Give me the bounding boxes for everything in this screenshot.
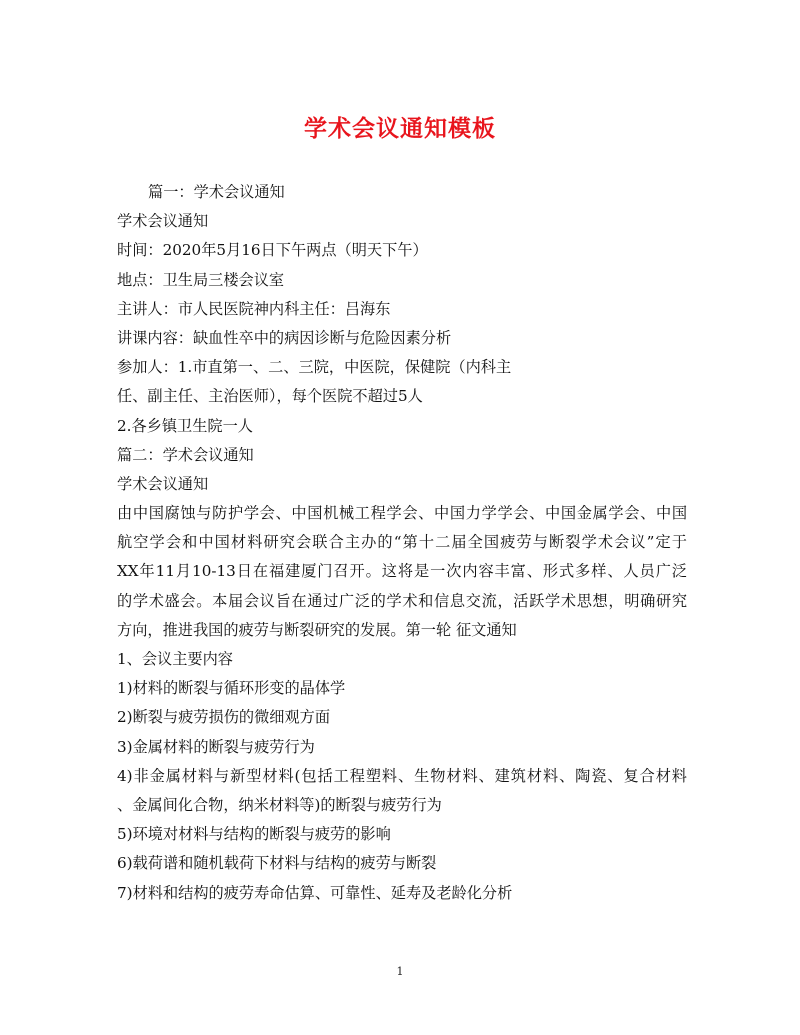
document-body bbox=[117, 178, 687, 908]
list-item: 6)载荷谱和随机载荷下材料与结构的疲劳与断裂 bbox=[117, 854, 437, 873]
list-item: 1)材料的断裂与循环形变的晶体学 bbox=[117, 679, 346, 698]
list-heading: 1、会议主要内容 bbox=[117, 650, 233, 668]
lecture-topic-line: 讲课内容：缺血性卒中的病因诊断与危险因素分析 bbox=[117, 328, 452, 347]
list-item: 7)材料和结构的疲劳寿命估算、可靠性、延寿及老龄化分析 bbox=[117, 883, 513, 902]
attendees-line-continued: 任、副主任、主治医师），每个医院不超过5人 bbox=[117, 387, 423, 406]
list-item: 5)环境对材料与结构的断裂与疲劳的影响 bbox=[117, 825, 391, 844]
section-heading-1: 篇一：学术会议通知 bbox=[148, 183, 285, 201]
body-line: 学术会议通知 bbox=[117, 474, 209, 493]
paragraph-line: 的学术盛会。本届会议旨在通过广泛的学术和信息交流，活跃学术思想，明确研究 bbox=[117, 591, 687, 610]
list-item: 4)非金属材料与新型材料(包括工程塑料、生物材料、建筑材料、陶瓷、复合材料 bbox=[117, 766, 687, 785]
speaker-line: 主讲人：市人民医院神内科主任：吕海东 bbox=[117, 299, 391, 318]
attendees-item-2: 2.各乡镇卫生院一人 bbox=[117, 416, 253, 435]
list-item: 3)金属材料的断裂与疲劳行为 bbox=[117, 737, 315, 756]
meeting-time-line: 时间：2020年5月16日下午两点（明天下午） bbox=[117, 241, 428, 260]
meeting-location-line: 地点：卫生局三楼会议室 bbox=[117, 270, 285, 289]
paragraph-line: 方向，推进我国的疲劳与断裂研究的发展。第一轮 征文通知 bbox=[117, 620, 517, 639]
document-title: 学术会议通知模板 bbox=[304, 116, 496, 142]
list-item: 2)断裂与疲劳损伤的微细观方面 bbox=[117, 708, 331, 727]
attendees-line: 参加人：1.市直第一、二、三院，中医院，保健院（内科主 bbox=[117, 358, 512, 377]
list-item-continued: 、金属间化合物，纳米材料等)的断裂与疲劳行为 bbox=[117, 795, 442, 814]
paragraph-line: XX年11月10-13日在福建厦门召开。这将是一次内容丰富、形式多样、人员广泛 bbox=[117, 562, 687, 581]
paragraph-line: 由中国腐蚀与防护学会、中国机械工程学会、中国力学学会、中国金属学会、中国 bbox=[117, 504, 687, 523]
page-number: 1 bbox=[396, 965, 404, 978]
paragraph-line: 航空学会和中国材料研究会联合主办的“第十二届全国疲劳与断裂学术会议”定于 bbox=[117, 533, 687, 552]
body-line: 学术会议通知 bbox=[117, 212, 209, 231]
section-heading-2: 篇二：学术会议通知 bbox=[117, 445, 254, 464]
